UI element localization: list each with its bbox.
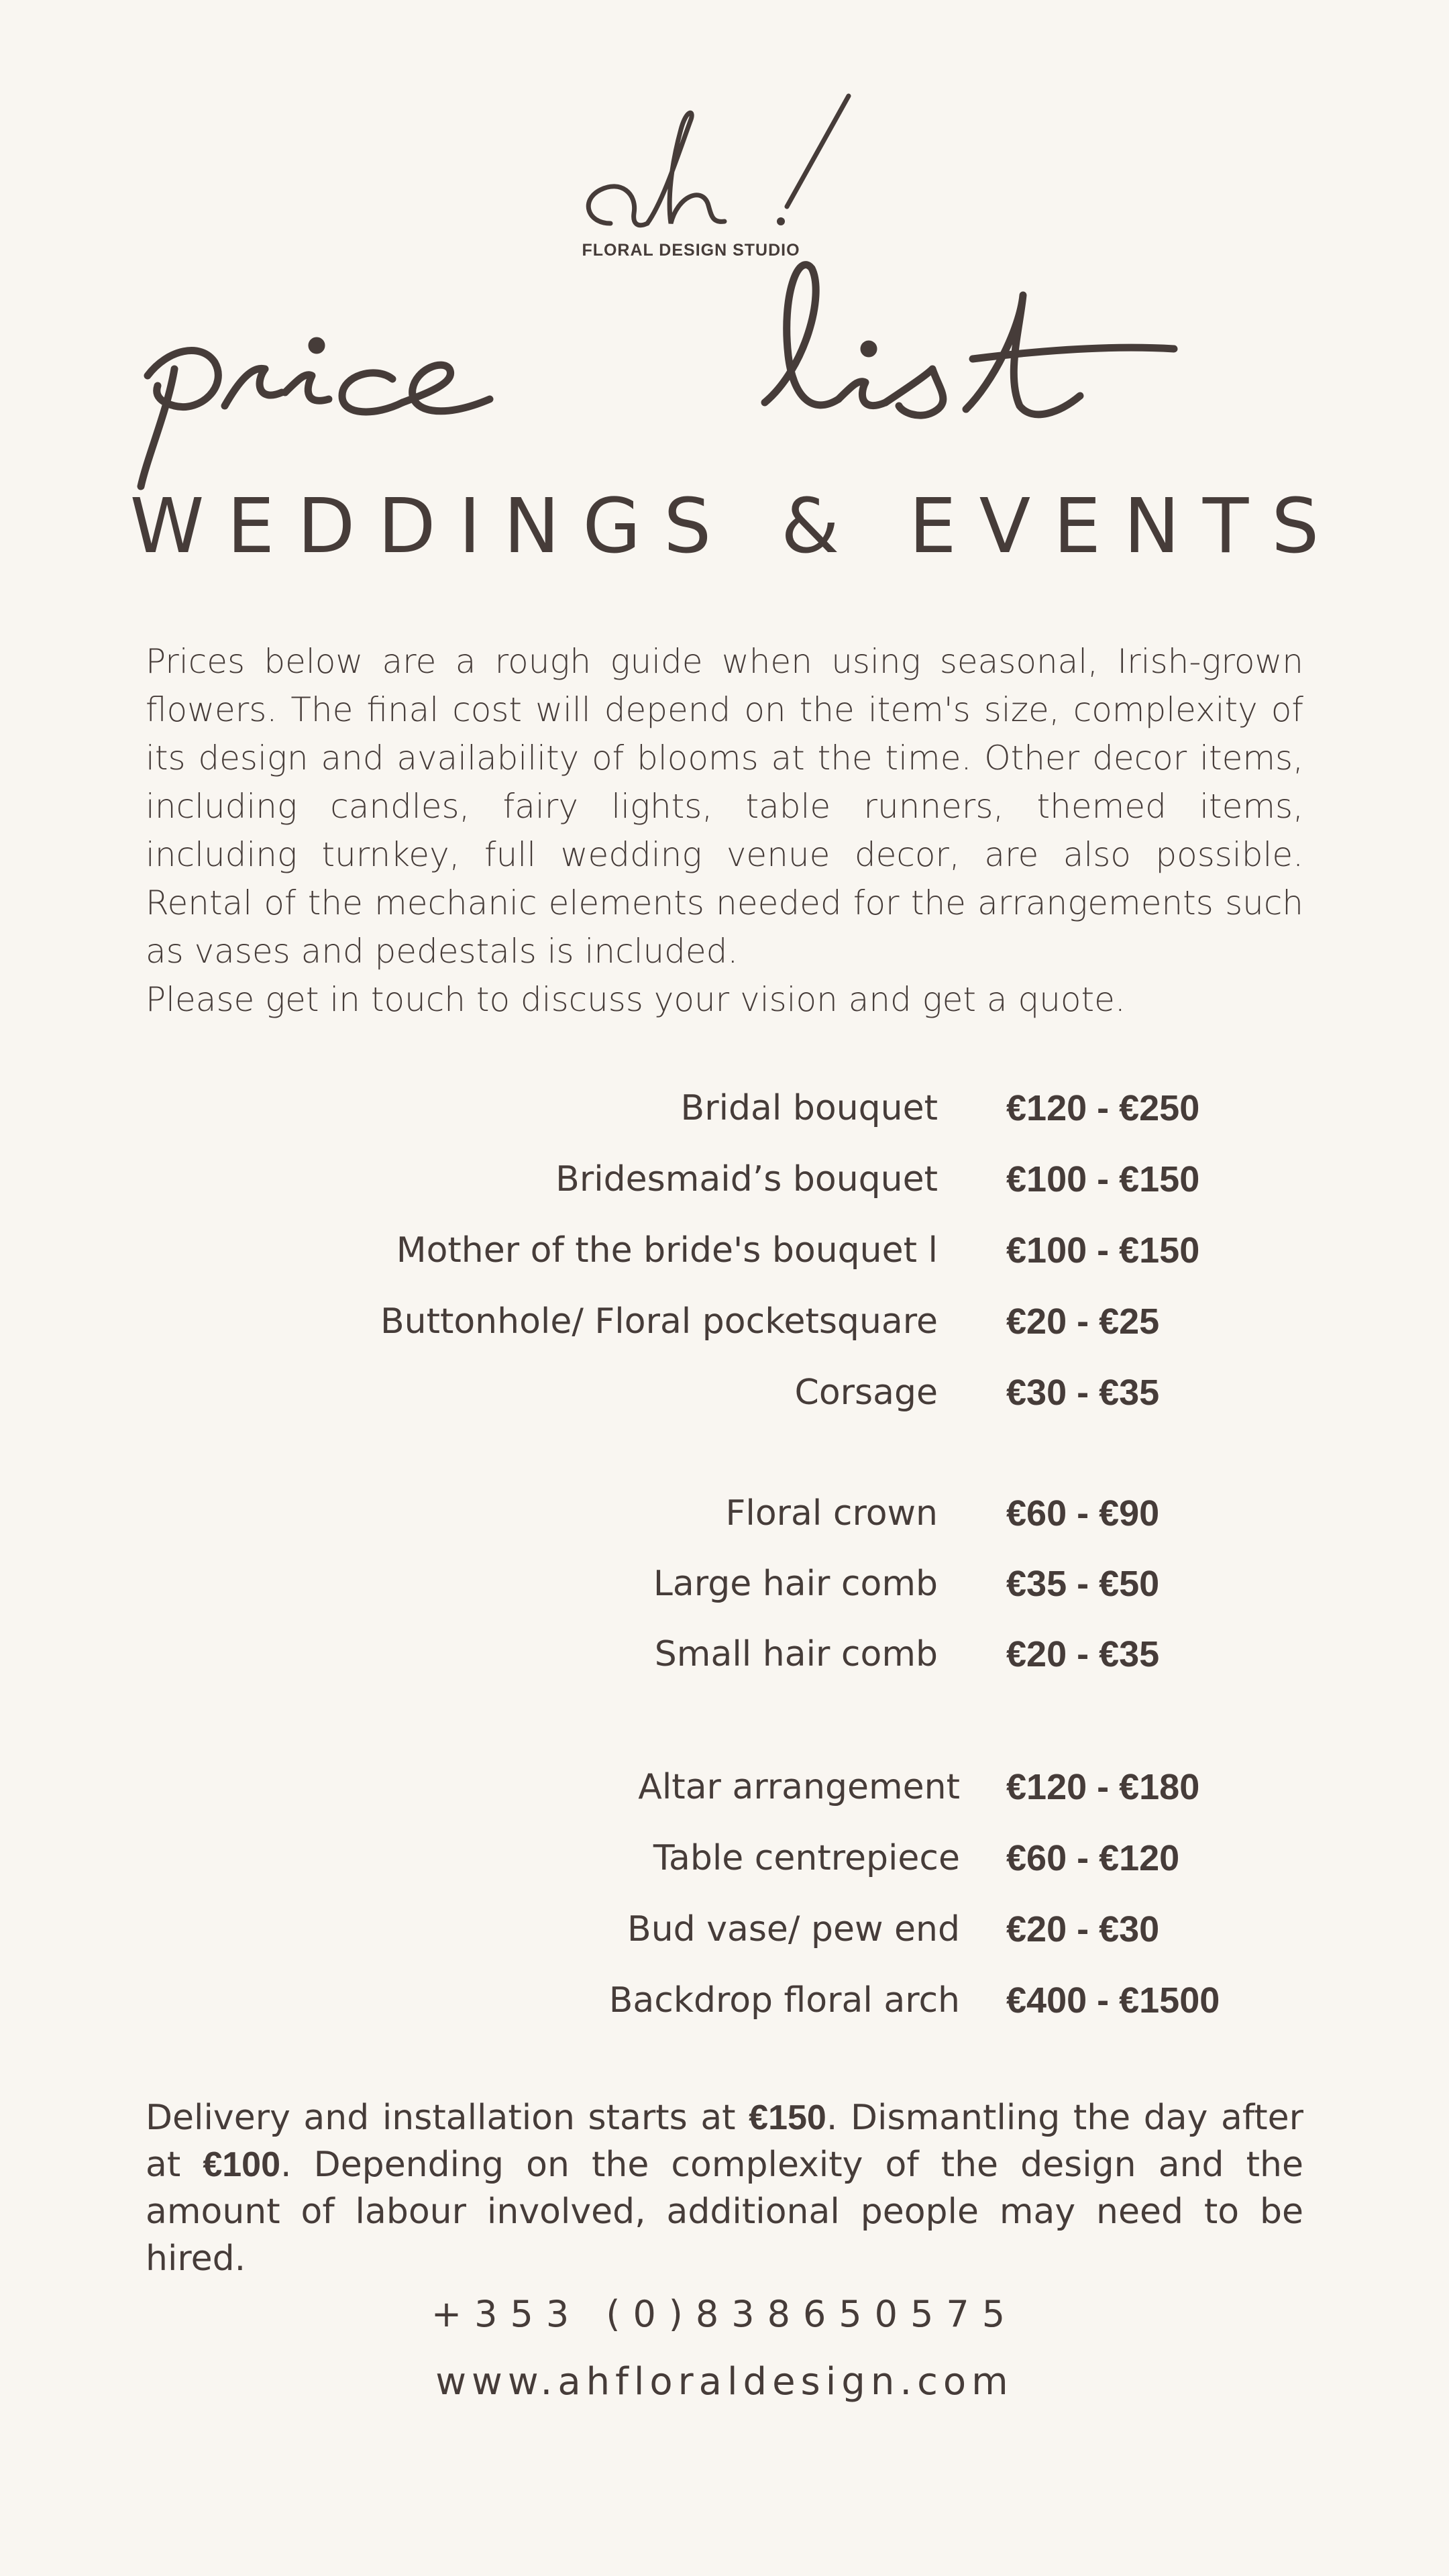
price-item-name: Floral crown [725, 1493, 938, 1534]
price-item-value: €20 - €25 [1006, 1301, 1160, 1342]
delivery-text-1: Delivery and installation starts at [146, 2098, 749, 2138]
price-item-name: Altar arrangement [638, 1767, 960, 1807]
price-item-value: €100 - €150 [1006, 1230, 1200, 1271]
logo-subtitle: FLORAL DESIGN STUDIO [582, 241, 800, 260]
price-item-value: €20 - €30 [1006, 1909, 1160, 1949]
price-row [0, 1366, 1449, 1419]
price-item-name: Small hair comb [654, 1634, 938, 1674]
price-row [0, 1627, 1449, 1681]
phone-number[interactable]: +353 (0)838650575 [431, 2293, 1018, 2335]
website-link[interactable]: www.ahfloraldesign.com [435, 2360, 1014, 2404]
price-item-value: €35 - €50 [1006, 1564, 1160, 1604]
price-row [0, 1557, 1449, 1611]
price-item-value: €30 - €35 [1006, 1373, 1160, 1413]
price-row [0, 1974, 1449, 2027]
price-item-value: €60 - €120 [1006, 1838, 1180, 1878]
logo-script-mark [574, 79, 869, 247]
price-item-name: Bridesmaid’s bouquet [555, 1159, 938, 1199]
price-item-value: €60 - €90 [1006, 1493, 1160, 1534]
intro-cta: Please get in touch to discuss your vision and get a quote. [146, 980, 1126, 1019]
price-item-name: Large hair comb [653, 1564, 938, 1604]
price-row [0, 1831, 1449, 1885]
price-item-value: €20 - €35 [1006, 1634, 1160, 1674]
price-item-name: Table centrepiece [653, 1838, 960, 1878]
price-item-name: Buttonhole/ Floral pocketsquare [380, 1301, 938, 1342]
dismantle-price: €100 [203, 2145, 281, 2184]
price-row [0, 1760, 1449, 1814]
price-row [0, 1081, 1449, 1135]
price-item-value: €100 - €150 [1006, 1159, 1200, 1199]
price-row [0, 1224, 1449, 1277]
price-row [0, 1487, 1449, 1540]
delivery-info [146, 2094, 1303, 2282]
intro-paragraph: Prices below are a rough guide when using seasonal, Irish-grown flowers. The final cost will depend on the item's size, complexity of its design and availability of blooms at the time. Other decor items, including candles, fairy lights, table runners, themed items, including turnkey, full wedding venue decor, are also possible. Rental of the mechanic elements needed for the arrangements such as vases and pedestals is included. [146, 642, 1303, 971]
price-item-name: Mother of the bride's bouquet l [396, 1230, 938, 1271]
price-item-name: Bud vase/ pew end [627, 1909, 960, 1949]
intro-text [146, 637, 1303, 1024]
price-item-value: €120 - €250 [1006, 1088, 1200, 1128]
delivery-price: €150 [749, 2098, 826, 2137]
price-row [0, 1295, 1449, 1348]
price-row [0, 1152, 1449, 1206]
delivery-text-2: . Dismantling the day after at [146, 2098, 1303, 2185]
price-row [0, 1902, 1449, 1956]
price-item-value: €120 - €180 [1006, 1767, 1200, 1807]
price-item-value: €400 - €1500 [1006, 1980, 1220, 2021]
price-item-name: Backdrop floral arch [608, 1980, 960, 2021]
price-item-name: Bridal bouquet [680, 1088, 938, 1128]
logo [574, 79, 869, 247]
weddings-events-subtitle: WEDDINGS & EVENTS [129, 483, 1342, 570]
delivery-text-3: . Depending on the complexity of the design and the amount of labour involved, additional people may need to be hired. [146, 2145, 1303, 2279]
price-item-name: Corsage [794, 1373, 938, 1413]
price-list-script-art [127, 255, 1342, 510]
price-list-script-title [127, 255, 1342, 510]
